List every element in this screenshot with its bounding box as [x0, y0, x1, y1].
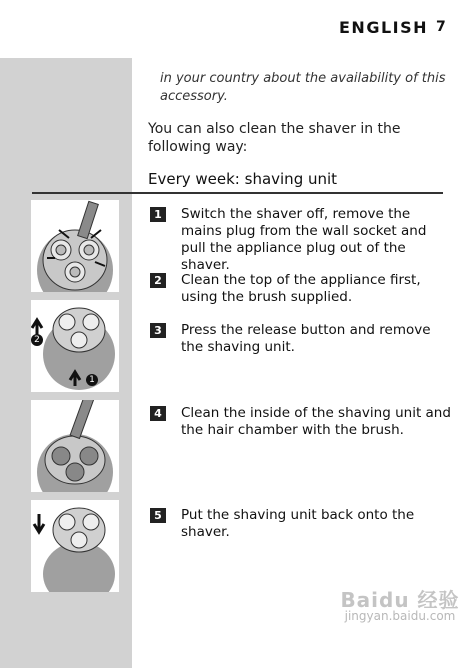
illustration-reattach [31, 500, 119, 592]
step-text-2: Clean the top of the appliance first, using the brush supplied. [181, 272, 421, 305]
step-text-4: Clean the inside of the shaving unit and the hair chamber with the brush. [181, 405, 451, 438]
step-badge-5: 5 [150, 508, 166, 523]
page-number: 7 [436, 19, 446, 35]
marker-1: 1 [86, 374, 98, 386]
section-title: Every week: shaving unit [148, 170, 338, 188]
intro-text: You can also clean the shaver in the following way: [148, 121, 401, 155]
illustration-brush-top [31, 200, 119, 292]
watermark-brand: Baidu 经验 [340, 588, 460, 612]
step-text-1: Switch the shaver off, remove the mains plug from the wall socket and pull the appliance plug out of the shaver. [181, 206, 427, 273]
watermark-url: jingyan.baidu.com [344, 609, 456, 623]
intro-note: in your country about the availability of this accessory. [160, 71, 446, 104]
illustration-hair-chamber [31, 400, 119, 492]
step-text-5: Put the shaving unit back onto the shaver. [181, 507, 415, 540]
section-divider [32, 192, 443, 194]
step-badge-4: 4 [150, 406, 166, 421]
watermark [340, 588, 460, 624]
step-text-3: Press the release button and remove the shaving unit. [181, 322, 431, 355]
language-header: ENGLISH [339, 18, 429, 37]
step-badge-2: 2 [150, 273, 166, 288]
step-badge-3: 3 [150, 323, 166, 338]
illustration-release [31, 300, 119, 392]
marker-2: 2 [31, 334, 43, 346]
step-badge-1: 1 [150, 207, 166, 222]
